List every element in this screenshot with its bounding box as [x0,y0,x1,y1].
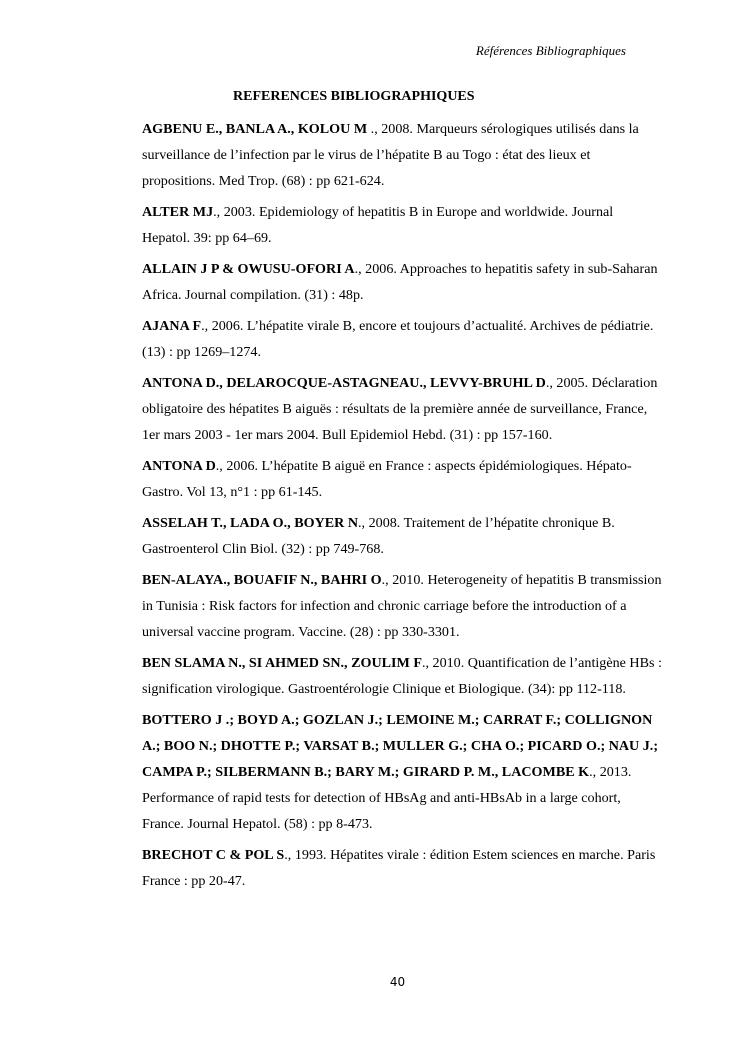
reference-entry [142,370,662,448]
reference-authors: BOTTERO J .; BOYD A.; GOZLAN J.; LEMOINE M.; CARRAT F.; COLLIGNON A.; BOO N.; DHOTTE P.; VARSAT B.; MULLER G.; CHA O.; PICARD O.; NAU J.; CAMPA P.; SILBERMANN B.; BARY M.; GIRARD P. M., LACOMBE K [142,712,659,780]
reference-entry [142,199,662,251]
reference-details: ., 2008. Traitement de l’hépatite chronique B. Gastroenterol Clin Biol. (32) : pp 749-768. [142,515,615,557]
reference-entry [142,256,662,308]
reference-details: ., 2010. Quantification de l’antigène HBs : signification virologique. Gastroentérologie Clinique et Biologique. (34): pp 112-118. [142,655,662,697]
reference-authors: ANTONA D., DELAROCQUE-ASTAGNEAU., LEVVY-BRUHL D [142,375,546,391]
reference-entry [142,707,662,837]
reference-entry [142,453,662,505]
reference-details: ., 2005. Déclaration obligatoire des hépatites B aiguës : résultats de la première année de surveillance, France, 1er mars 2003 - 1er mars 2004. Bull Epidemiol Hebd. (31) : pp 157-160. [142,375,658,443]
page-title: REFERENCES BIBLIOGRAPHIQUES [233,89,475,104]
page-number: 40 [389,975,406,989]
reference-authors: BEN-ALAYA., BOUAFIF N., BAHRI O [142,572,382,588]
reference-details: ., 2008. Marqueurs sérologiques utilisés dans la surveillance de l’infection par le virus de l’hépatite B au Togo : état des lieux et propositions. Med Trop. (68) : pp 621-624. [142,121,639,189]
reference-authors: ASSELAH T., LADA O., BOYER N [142,515,359,531]
reference-details: ., 1993. Hépatites virale : édition Estem sciences en marche. Paris France : pp 20-47. [142,847,656,889]
reference-details: ., 2006. L’hépatite B aiguë en France : aspects épidémiologiques. Hépato-Gastro. Vol 13, n°1 : pp 61-145. [142,458,632,500]
reference-authors: BEN SLAMA N., SI AHMED SN., ZOULIM F [142,655,422,671]
reference-authors: AGBENU E., BANLA A., KOLOU M [142,121,368,137]
reference-entry [142,567,662,645]
reference-authors: AJANA F [142,318,202,334]
reference-details: ., 2013. Performance of rapid tests for detection of HBsAg and anti-HBsAb in a large cohort, France. Journal Hepatol. (58) : pp 8-473. [142,764,632,832]
running-header: Références Bibliographiques [475,43,626,58]
reference-details: ., 2003. Epidemiology of hepatitis B in Europe and worldwide. Journal Hepatol. 39: pp 64–69. [142,204,614,246]
reference-entry [142,650,662,702]
reference-authors: BRECHOT C & POL S [142,847,285,863]
reference-list [142,116,662,899]
reference-entry [142,116,662,194]
reference-entry [142,313,662,365]
reference-entry [142,510,662,562]
reference-authors: ALLAIN J P & OWUSU-OFORI A [142,261,355,277]
reference-details: ., 2006. L’hépatite virale B, encore et toujours d’actualité. Archives de pédiatrie. (13) : pp 1269–1274. [142,318,654,360]
reference-authors: ANTONA D [142,458,216,474]
reference-details: ., 2010. Heterogeneity of hepatitis B transmission in Tunisia : Risk factors for infection and chronic carriage before the introduction of a universal vaccine program. Vaccine. (28) : pp 330-3301. [142,572,662,640]
reference-entry [142,842,662,894]
reference-details: ., 2006. Approaches to hepatitis safety in sub-Saharan Africa. Journal compilation. (31) : 48p. [142,261,658,303]
reference-authors: ALTER MJ [142,204,214,220]
